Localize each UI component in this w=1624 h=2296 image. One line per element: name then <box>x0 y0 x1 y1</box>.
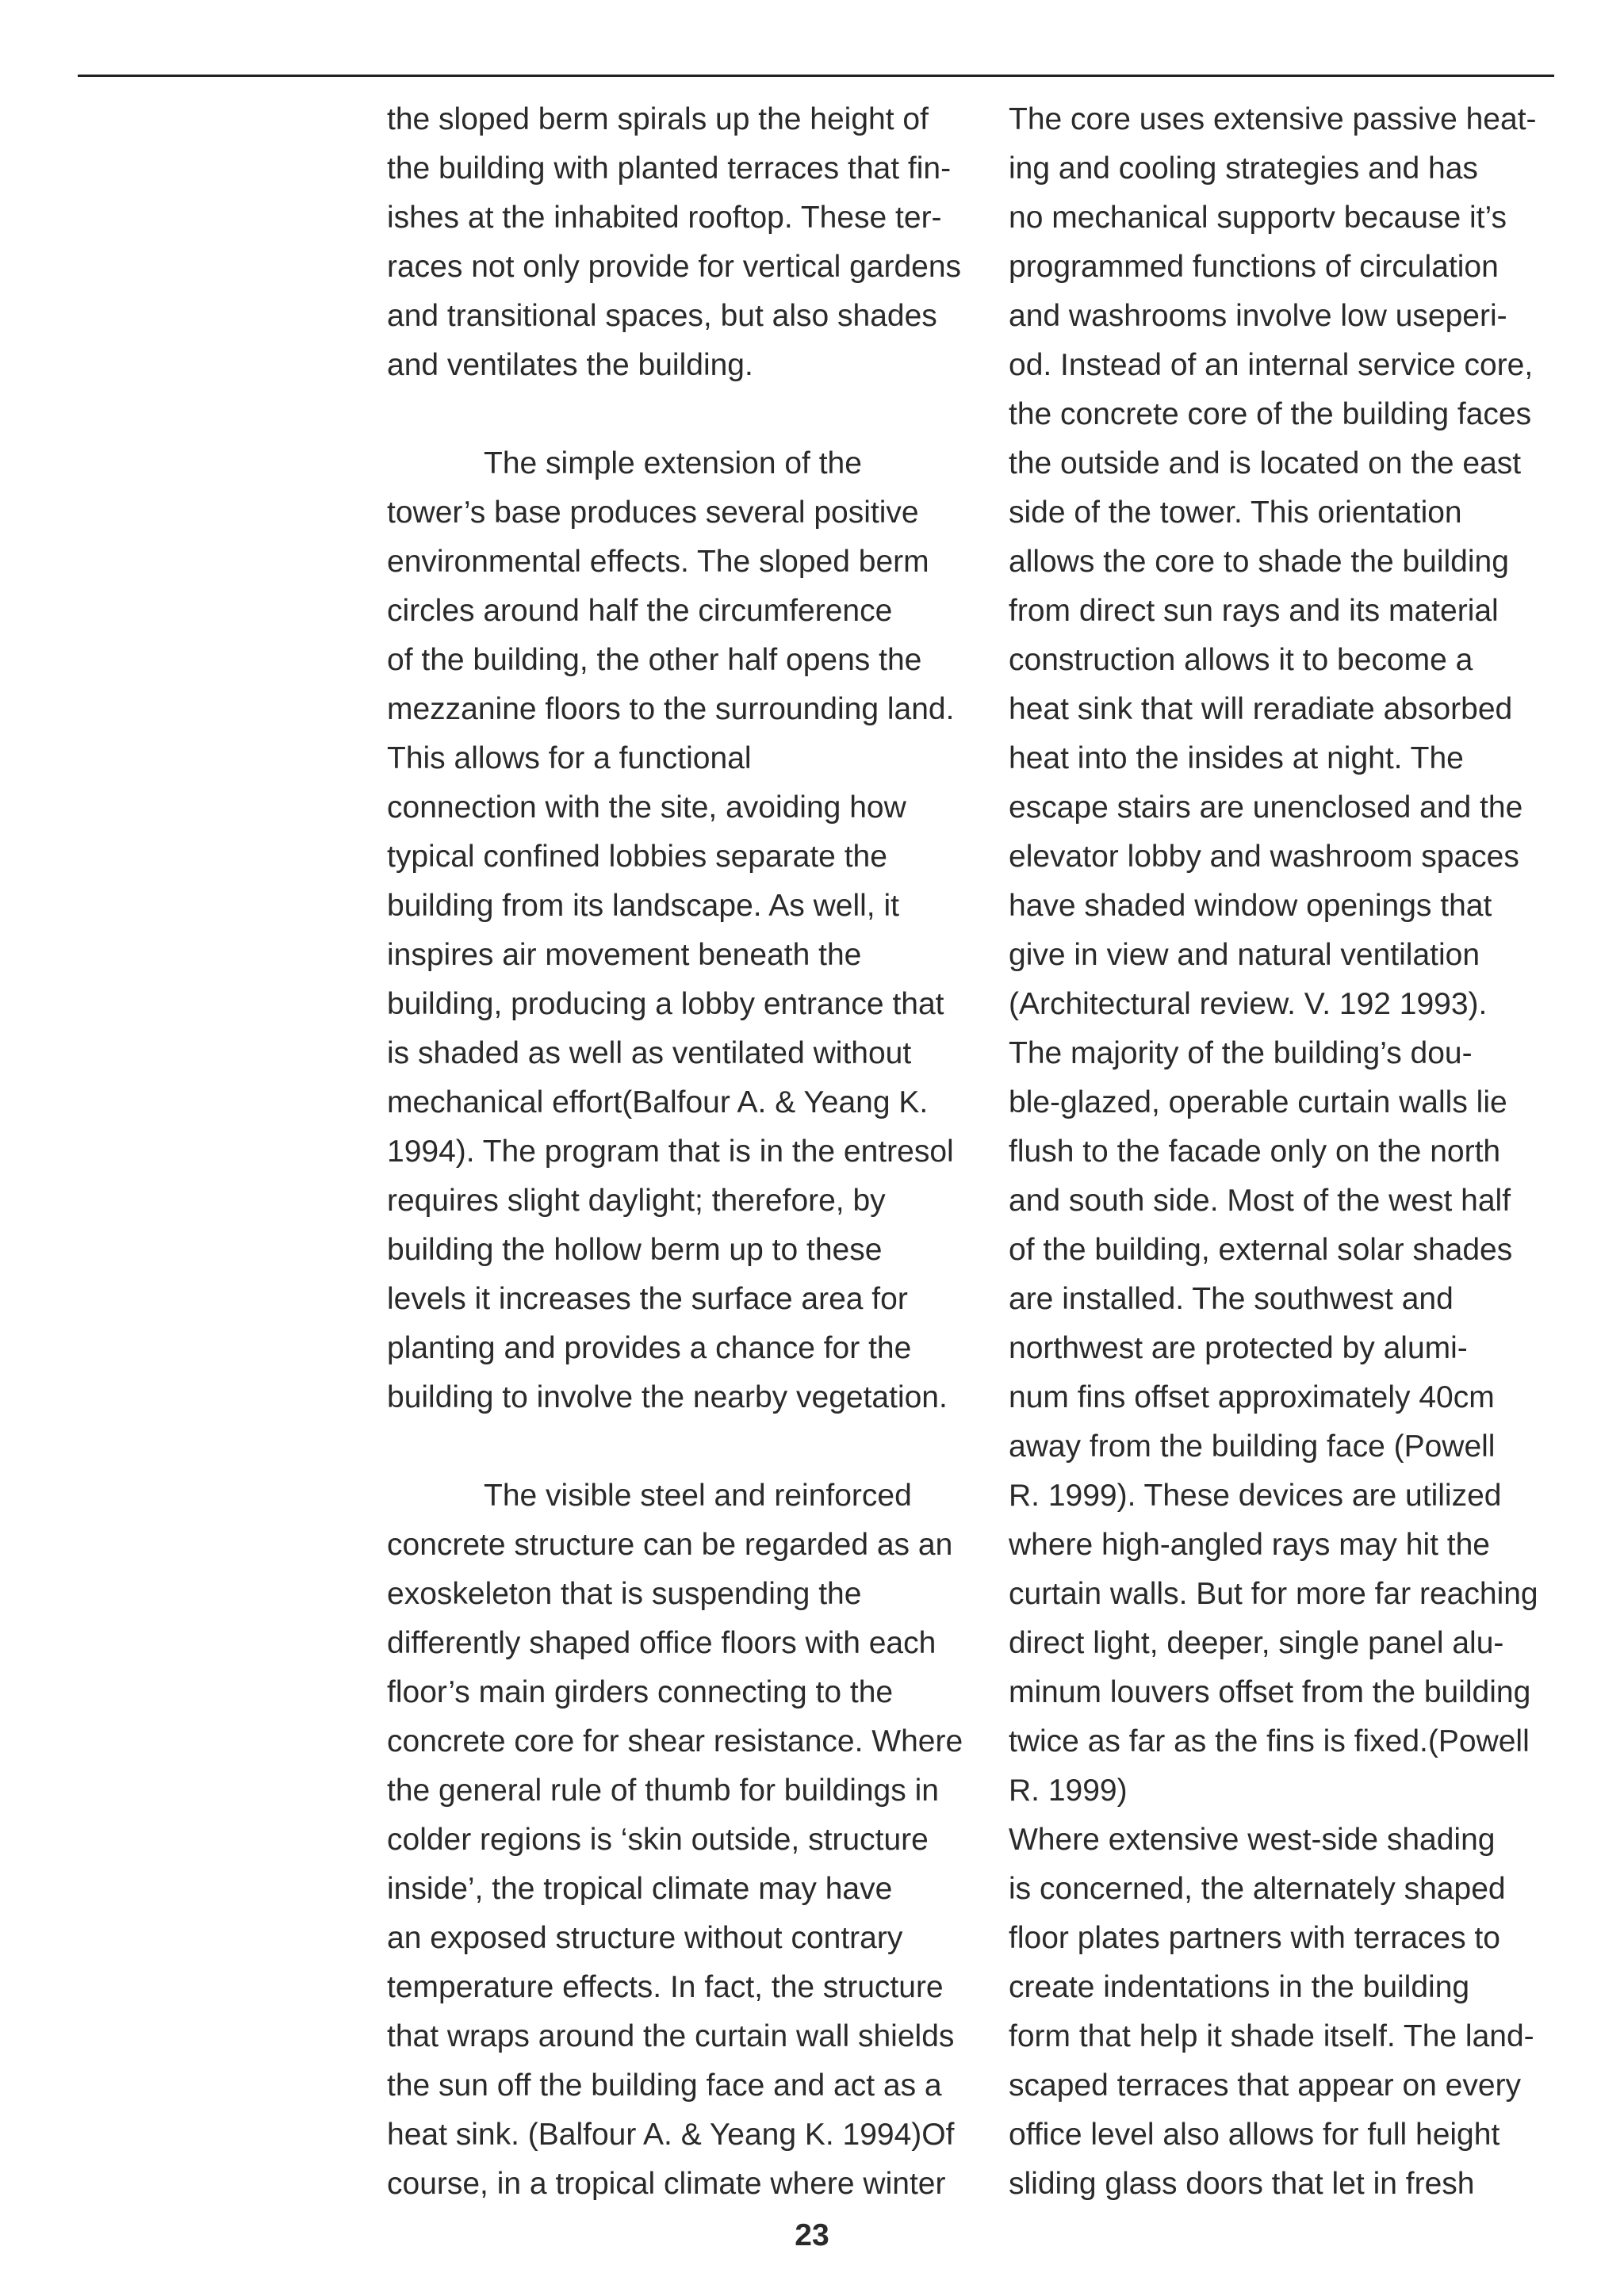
text-line: the sloped berm spirals up the height of <box>387 102 929 136</box>
text-line: give in view and natural ventilation <box>1009 938 1480 972</box>
text-line: of the building, external solar shades <box>1009 1233 1513 1267</box>
text-line: programmed functions of circulation <box>1009 250 1499 284</box>
text-line: course, in a tropical climate where winter <box>387 2167 946 2201</box>
text-line: ing and cooling strategies and has <box>1009 151 1478 186</box>
text-line: The visible steel and reinforced <box>484 1479 912 1513</box>
text-line: that wraps around the curtain wall shields <box>387 2019 955 2053</box>
text-line: of the building, the other half opens the <box>387 643 922 677</box>
text-line: heat sink that will reradiate absorbed <box>1009 692 1513 726</box>
text-line: od. Instead of an internal service core, <box>1009 348 1534 382</box>
text-line: ishes at the inhabited rooftop. These ter- <box>387 201 942 235</box>
text-line: curtain walls. But for more far reaching <box>1009 1577 1538 1611</box>
left-text-column <box>387 95 983 2209</box>
text-line: where high-angled rays may hit the <box>1009 1528 1490 1562</box>
text-line: R. 1999). These devices are utilized <box>1009 1479 1502 1513</box>
text-line: and transitional spaces, but also shades <box>387 299 937 333</box>
text-line: R. 1999) <box>1009 1774 1128 1808</box>
text-line: ble-glazed, operable curtain walls lie <box>1009 1085 1507 1119</box>
text-line: office level also allows for full height <box>1009 2118 1500 2152</box>
text-line: The majority of the building’s dou- <box>1009 1036 1473 1070</box>
text-line: have shaded window openings that <box>1009 889 1492 923</box>
text-line: the general rule of thumb for buildings in <box>387 1774 939 1808</box>
right-text-column <box>1009 95 1564 2209</box>
text-line: form that help it shade itself. The land- <box>1009 2019 1534 2053</box>
text-line: colder regions is ‘skin outside, structure <box>387 1823 929 1857</box>
text-line: races not only provide for vertical gardens <box>387 250 962 284</box>
text-line: circles around half the circumference <box>387 594 893 628</box>
text-line: building, producing a lobby entrance that <box>387 987 944 1021</box>
text-line: is concerned, the alternately shaped <box>1009 1872 1506 1906</box>
text-line: concrete structure can be regarded as an <box>387 1528 953 1562</box>
text-line: twice as far as the fins is fixed.(Powell <box>1009 1724 1530 1758</box>
text-line: side of the tower. This orientation <box>1009 496 1462 530</box>
text-line: building to involve the nearby vegetation. <box>387 1380 948 1414</box>
text-line: the outside and is located on the east <box>1009 446 1522 480</box>
text-line: The core uses extensive passive heat- <box>1009 102 1537 136</box>
text-line: the concrete core of the building faces <box>1009 397 1532 431</box>
text-line: heat sink. (Balfour A. & Yeang K. 1994)Of <box>387 2118 955 2152</box>
text-line: requires slight daylight; therefore, by <box>387 1184 886 1218</box>
text-line: allows the core to shade the building <box>1009 545 1509 579</box>
text-line: construction allows it to become a <box>1009 643 1473 677</box>
page-number: 23 <box>795 2218 829 2252</box>
paragraph-gap <box>387 390 983 439</box>
text-line: (Architectural review. V. 192 1993). <box>1009 987 1488 1021</box>
text-line: heat into the insides at night. The <box>1009 741 1464 775</box>
paragraph-gap <box>387 1422 983 1471</box>
text-line: inside’, the tropical climate may have <box>387 1872 893 1906</box>
text-line: and south side. Most of the west half <box>1009 1184 1511 1218</box>
text-line: the building with planted terraces that fin- <box>387 151 952 186</box>
text-line: minum louvers offset from the building <box>1009 1675 1531 1709</box>
text-line: 1994). The program that is in the entresol <box>387 1135 954 1169</box>
text-line: mechanical effort(Balfour A. & Yeang K. <box>387 1085 929 1119</box>
text-line: building from its landscape. As well, it <box>387 889 899 923</box>
text-line: scaped terraces that appear on every <box>1009 2068 1522 2103</box>
text-line: elevator lobby and washroom spaces <box>1009 840 1519 874</box>
text-line: flush to the facade only on the north <box>1009 1135 1501 1169</box>
text-line: planting and provides a chance for the <box>387 1331 912 1365</box>
text-line: is shaded as well as ventilated without <box>387 1036 912 1070</box>
text-line: This allows for a functional <box>387 741 752 775</box>
text-line: environmental effects. The sloped berm <box>387 545 929 579</box>
text-line: no mechanical supportv because it’s <box>1009 201 1507 235</box>
text-line: an exposed structure without contrary <box>387 1921 903 1955</box>
text-line: levels it increases the surface area for <box>387 1282 908 1316</box>
text-line: escape stairs are unenclosed and the <box>1009 790 1523 825</box>
text-line: floor’s main girders connecting to the <box>387 1675 894 1709</box>
text-line: temperature effects. In fact, the structure <box>387 1970 944 2004</box>
text-line: floor plates partners with terraces to <box>1009 1921 1500 1955</box>
text-line: tower’s base produces several positive <box>387 496 919 530</box>
text-line: the sun off the building face and act as a <box>387 2068 942 2103</box>
text-line: exoskeleton that is suspending the <box>387 1577 862 1611</box>
text-line: inspires air movement beneath the <box>387 938 862 972</box>
text-line: create indentations in the building <box>1009 1970 1470 2004</box>
text-line: typical confined lobbies separate the <box>387 840 887 874</box>
text-line: are installed. The southwest and <box>1009 1282 1454 1316</box>
text-line: away from the building face (Powell <box>1009 1429 1496 1464</box>
text-line: and washrooms involve low useperi- <box>1009 299 1507 333</box>
text-line: building the hollow berm up to these <box>387 1233 883 1267</box>
text-line: sliding glass doors that let in fresh <box>1009 2167 1475 2201</box>
text-line: northwest are protected by alumi- <box>1009 1331 1468 1365</box>
header-rule <box>78 75 1554 77</box>
text-line: connection with the site, avoiding how <box>387 790 906 825</box>
text-line: mezzanine floors to the surrounding land. <box>387 692 955 726</box>
text-line: differently shaped office floors with each <box>387 1626 936 1660</box>
text-line: Where extensive west-side shading <box>1009 1823 1496 1857</box>
text-line: and ventilates the building. <box>387 348 753 382</box>
text-line: concrete core for shear resistance. Where <box>387 1724 963 1758</box>
text-line: num fins offset approximately 40cm <box>1009 1380 1495 1414</box>
text-line: The simple extension of the <box>484 446 862 480</box>
text-line: from direct sun rays and its material <box>1009 594 1499 628</box>
text-line: direct light, deeper, single panel alu- <box>1009 1626 1504 1660</box>
